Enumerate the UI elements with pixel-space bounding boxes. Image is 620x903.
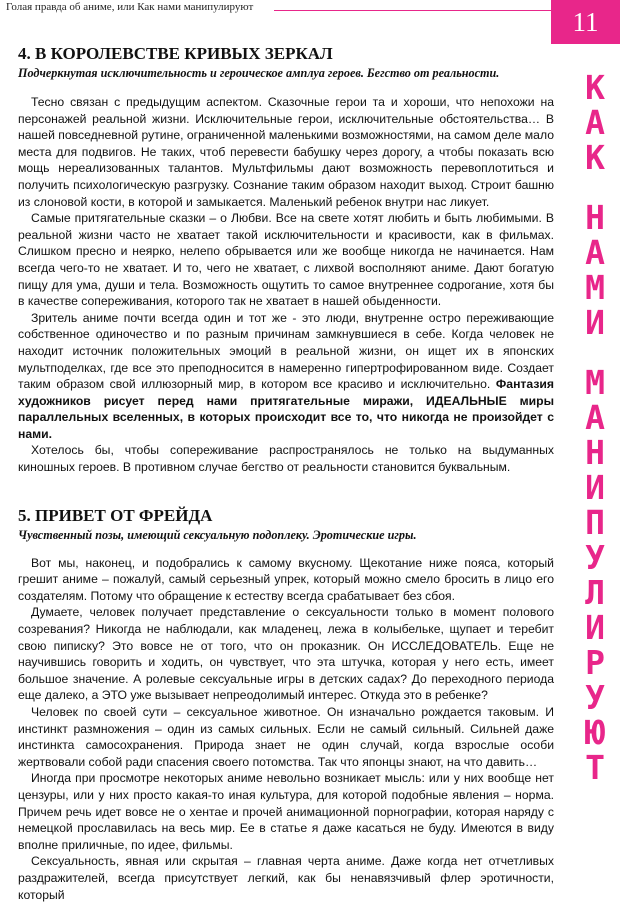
side-title-letter: К xyxy=(585,138,605,177)
side-title-letter: А xyxy=(585,103,605,142)
side-title-letter: К xyxy=(585,68,605,107)
page-content xyxy=(18,44,554,903)
side-title-letter: Н xyxy=(585,198,605,237)
section-5-paragraph: Иногда при просмотре некоторых аниме невольно возникает мысль: или у них вообще нет цензуры, или у них просто какая-то иная культура, для которой подобные явления – норма. Причем речь идет вовсе не о хентае и прочей анимационной порнографии, которая наряду с немецкой прославилась на весь мир. Ее в статье я даже касаться не буду. Имеются в виду вполне приличные, по идее, фильмы. xyxy=(18,771,554,852)
side-title-letter: М xyxy=(585,268,605,307)
side-title-letter: И xyxy=(585,608,605,647)
side-title-letter: Н xyxy=(585,433,605,472)
section-4-heading: 4. В КОРОЛЕВСТВЕ КРИВЫХ ЗЕРКАЛ xyxy=(18,44,333,63)
vertical-book-title xyxy=(573,70,617,890)
side-title-letter: И xyxy=(585,468,605,507)
side-title-letter: У xyxy=(585,678,605,717)
page-number: 11 xyxy=(551,0,620,44)
section-5-paragraph: Вот мы, наконец, и подобрались к самому вкусному. Щекотание ниже пояса, который грешит аниме – пожалуй, самый серьезный упрек, который можно смело бросить в лицо его создателям. Потому что обращение к естеству всегда срабатывает без сбоя. xyxy=(18,555,554,603)
section-4-subtitle: Подчеркнутая исключительность и героическое амплуа героев. Бегство от реальности. xyxy=(18,66,500,80)
section-5-paragraph: Сексуальность, явная или скрытая – главная черта аниме. Даже когда нет отчетливых раздражителей, всегда присутствует легкий, как бы ненавязчивый флер эротичности, который xyxy=(18,854,554,902)
section-4-paragraph: Тесно связан с предыдущим аспектом. Сказочные герои та и хороши, что непохожи на персонажей реальной жизни. Исключительные герои, исключительные обстоятельства… В нашей повседневной рутине, ограниченной маленькими возможностями, на самом деле мало места для подвигов. Не таких, чтоб перевести бабушку через дорогу, а чтобы показать всю мощь нереализованных талантов. Мультфильмы дают возможность перевоплотиться и получить психологическую разгрузку. Сознание таким образом находит выход. Строит башню из слоновой кости, в которой и замыкается. Маленький ребенок внутри нас ликует. xyxy=(18,95,554,209)
section-4-paragraph: Хотелось бы, чтобы сопереживание распространялось не только на выдуманных киношных героев. В противном случае бегство от реальности становится буквальным. xyxy=(18,443,554,475)
side-title-letter: А xyxy=(585,398,605,437)
paragraph-text: Зритель аниме почти всегда один и тот же - это люди, внутренне остро переживающие собственное одиночество и по разным причинам замкнувшиеся в себе. Когда человек не находит источник положительных эмоций в реальной жизни, он ищет их в японских мультподелках, где все это преподносится в намеренно гипертрофированном виде. Создает таким образом свой иллюзорный мир, в котором все красиво и исключительно. xyxy=(18,310,554,392)
side-title-letter: И xyxy=(585,303,605,342)
side-title-letter: М xyxy=(585,363,605,402)
section-4-paragraph xyxy=(18,310,554,443)
section-5-subtitle: Чувственный позы, имеющий сексуальную подоплеку. Эротические игры. xyxy=(18,527,417,542)
section-5-paragraph: Думаете, человек получает представление о сексуальности только в момент полового созревания? Никогда не наблюдали, как младенец, лежа в колыбельке, щупает и теребит свою пиписку? Это вовсе не от того, что он проказник. Он ИССЛЕДОВАТЕЛЬ. Еще не научившись говорить и ходить, он чувствует, что эта штучка, которая у него есть, имеет большое значение. А ролевые сексуальные игры в детских садах? До переходного периода еще далеко, а ЭТО уже вызывает непреодолимый интерес. Откуда это в ребенке? xyxy=(18,605,554,703)
side-title-letter: У xyxy=(585,538,605,577)
side-title-letter: Р xyxy=(585,643,605,682)
section-5-paragraph: Человек по своей сути – сексуальное животное. Он изначально рождается таковым. И инстинкт размножения – один из самых сильных. Если не самый сильный. Сильней даже инстинкта самосохранения. Природа знает не один случай, когда взрослые особи жертвовали собой ради спасения своего потомства. Так что японцы знают, на что давить… xyxy=(18,705,554,769)
section-4-paragraph: Самые притягательные сказки – о Любви. Все на свете хотят любить и быть любимыми. В реальной жизни часто не хватает такой исключительности и красивости, как в фильмах. Слишком пресно и неярко, нелепо обрывается или же вообще никогда не начинается. Нам всегда чего-то не хватает. И то, чего не хватает, с лихвой восполняют аниме. Дают богатую пищу для ума, души и тела. Возможность ощутить то самое внутреннее содрогание, хотя бы в качестве сопереживания, которого так не хватает в нашей обыденности. xyxy=(18,211,554,309)
header-rule xyxy=(274,10,556,11)
side-title-letter: А xyxy=(585,233,605,272)
side-title-letter: П xyxy=(585,503,605,542)
side-title-letter: Ю xyxy=(585,713,605,752)
running-title: Голая правда об аниме, или Как нами манипулируют xyxy=(6,1,254,13)
running-header xyxy=(6,0,551,17)
side-title-letter: Л xyxy=(585,573,605,612)
section-5-heading: 5. ПРИВЕТ ОТ ФРЕЙДА xyxy=(18,505,213,525)
side-title-letter: Т xyxy=(585,748,605,787)
emphasis-text: Фантазия художников рисует перед нами притягательные миражи, ИДЕАЛЬНЫЕ миры параллельных вселенных, в которых происходит все то, что никогда не произойдет с нами. xyxy=(18,377,554,441)
